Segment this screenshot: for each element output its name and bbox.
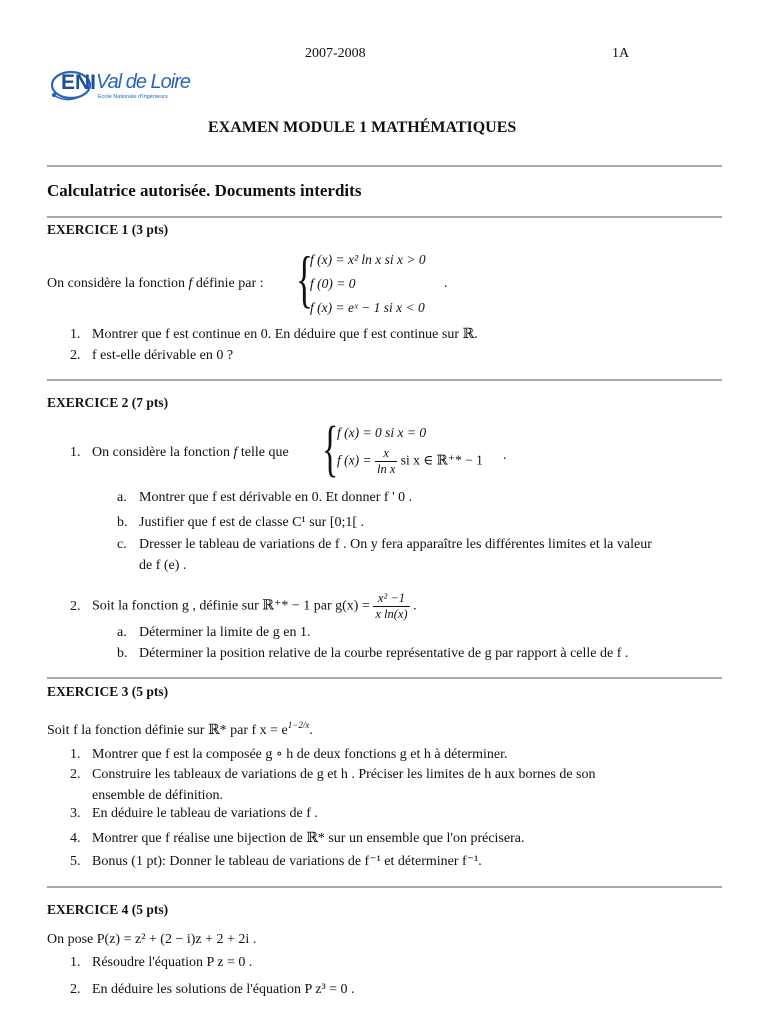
period: . — [503, 448, 507, 463]
list-item: 2. f est-elle dérivable en 0 ? — [70, 348, 234, 363]
divider — [47, 216, 722, 218]
school-logo — [49, 66, 190, 108]
system-line: f (x) = $\frac{x}{\text{ln x}}$ si x ∈ ℝ⁺* − 1 — [337, 446, 483, 476]
exercise-3-intro: Soit f la fonction définie sur ℝ* par f $x = e^{1-2/x}$. — [47, 720, 313, 738]
sub-item: de f (e) . — [139, 558, 187, 573]
list-item: 4. Montrer que f réalise une bijection de ℝ* sur un ensemble que l'on précisera. — [70, 831, 525, 846]
exercise-4-intro: On pose P(z) = z² + (2 − i)z + 2 + 2i . — [47, 932, 257, 947]
logo-brand-bold: ENI — [61, 71, 97, 94]
exercise-3-heading: EXERCICE 3 (5 pts) — [47, 684, 169, 699]
period: . — [444, 276, 448, 291]
list-item: 1. Montrer que f est continue en 0. En déduire que f est continue sur ℝ. — [70, 327, 478, 342]
logo-brand-rest: Val de Loire — [96, 71, 190, 93]
sub-item: a. Montrer que f est dérivable en 0. Et donner f ' 0 . — [117, 490, 413, 505]
exercise-4-heading: EXERCICE 4 (5 pts) — [47, 902, 169, 917]
system-line: f (x) = x² ln x si x > 0 — [310, 252, 426, 267]
list-item: 1. Montrer que f est la composée g ∘ h de deux fonctions g et h à déterminer. — [70, 747, 508, 762]
exam-title: EXAMEN MODULE 1 MATHÉMATIQUES — [208, 119, 517, 136]
divider — [47, 379, 722, 381]
sub-item: b. Déterminer la position relative de la courbe représentative de g par rapport à celle de f . — [117, 646, 629, 661]
list-item: 1. Résoudre l'équation P z = 0 . — [70, 955, 253, 970]
list-item: 5. Bonus (1 pt): Donner le tableau de variations de f⁻¹ et déterminer f⁻¹. — [70, 854, 482, 869]
exercise-2-heading: EXERCICE 2 (7 pts) — [47, 395, 169, 410]
list-item: ensemble de définition. — [92, 788, 224, 803]
exercise-1-heading: EXERCICE 1 (3 pts) — [47, 222, 169, 237]
divider — [47, 886, 722, 888]
divider — [47, 165, 722, 167]
fraction: $\frac{\text{x² −1}}{\text{x ln(x)}}$ — [375, 591, 408, 621]
logo-tagline: Ecole Nationale d'Ingénieurs — [98, 94, 168, 100]
fraction: $\frac{x}{\text{ln x}}$ — [376, 446, 396, 476]
exercise-2-q2: 2. Soit la fonction g , définie sur ℝ⁺* − 1 par g(x) = $\frac{\text{x² −1}}{\text{x ln(x)}}$ . — [70, 591, 417, 621]
exercise-1-intro: On considère la fonction f définie par : — [47, 276, 264, 291]
system-line: f (x) = 0 si x = 0 — [337, 425, 427, 440]
divider — [47, 677, 722, 679]
sub-item: a. Déterminer la limite de g en 1. — [117, 625, 311, 640]
brace: { — [296, 243, 313, 314]
exercise-2-q1: 1. On considère la fonction f telle que — [70, 445, 289, 460]
school-year: 2007-2008 — [305, 46, 366, 61]
system-line: f (0) = 0 — [310, 276, 356, 291]
sub-item: c. Dresser le tableau de variations de f . On y fera apparaître les différentes limites et la valeur — [117, 537, 652, 552]
level-label: 1A — [612, 46, 630, 61]
brace: { — [322, 415, 339, 483]
sub-item: b. Justifier que f est de classe C¹ sur [0;1[ . — [117, 515, 365, 530]
exam-subtitle: Calculatrice autorisée. Documents interdits — [47, 181, 362, 200]
list-item: 2. Construire les tableaux de variations de g et h . Préciser les limites de h aux bornes de son — [70, 767, 596, 782]
list-item: 3. En déduire le tableau de variations de f . — [70, 806, 318, 821]
list-item: 2. En déduire les solutions de l'équation P z³ = 0 . — [70, 982, 355, 997]
system-line: f (x) = eˣ − 1 si x < 0 — [310, 300, 425, 315]
